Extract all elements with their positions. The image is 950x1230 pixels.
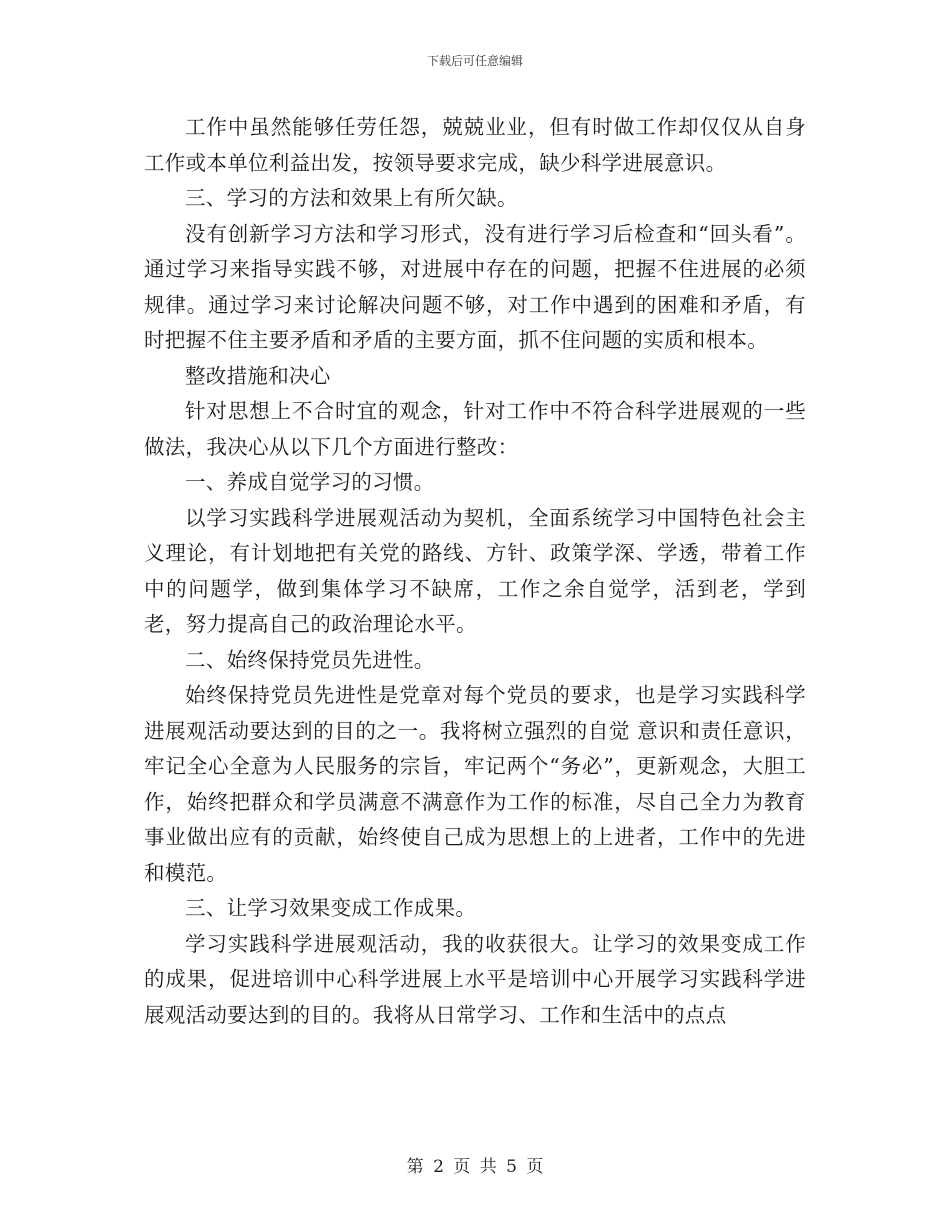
paragraph-1: 工作中虽然能够任劳任怨，兢兢业业，但有时做工作却仅仅从自身工作或本单位利益出发，按领导要求完成，缺少科学进展意识。	[144, 115, 806, 175]
page-number: 第 2 页 共 5 页	[406, 1157, 544, 1177]
document-body	[144, 110, 806, 1033]
section-heading-3: 三、学习的方法和效果上有所欠缺。	[185, 186, 518, 210]
section-heading-1: 一、养成自觉学习的习惯。	[185, 470, 435, 494]
paragraph-3: 针对思想上不合时宜的观念，针对工作中不符合科学进展观的一些做法，我决心从以下几个方面进行整改：	[144, 399, 806, 459]
section-title-rectification: 整改措施和决心	[185, 363, 331, 388]
page-header: 下载后可任意编辑	[426, 54, 523, 68]
section-heading-3b: 三、让学习效果变成工作成果。	[185, 896, 477, 920]
section-heading-2: 二、始终保持党员先进性。	[185, 647, 435, 672]
paragraph-2: 没有创新学习方法和学习形式，没有进行学习后检查和“回头看”。通过学习来指导实践不够，对进展中存在的问题，把握不住进展的必须规律。通过学习来讨论解决问题不够，对工作中遇到的困难和矛盾，有时把握不住主要矛盾和矛盾的主要方面，抓不住问题的实质和根本。	[144, 221, 806, 352]
paragraph-6: 学习实践科学进展观活动，我的收获很大。让学习的效果变成工作的成果，促进培训中心科学进展上水平是培训中心开展学习实践科学进展观活动要达到的目的。我将从日常学习、工作和生活中的点点	[144, 931, 806, 1027]
paragraph-4: 以学习实践科学进展观活动为契机，全面系统学习中国特色社会主义理论，有计划地把有关党的路线、方针、政策学深、学透，带着工作中的问题学，做到集体学习不缺席，工作之余自觉学，活到老，学到老，努力提高自己的政治理论水平。	[144, 505, 806, 636]
paragraph-5: 始终保持党员先进性是党章对每个党员的要求，也是学习实践科学进展观活动要达到的目的之一。我将树立强烈的自觉 意识和责任意识，牢记全心全意为人民服务的宗旨，牢记两个“务必”，更新观念，大胆工作，始终把群众和学员满意不满意作为工作的标准，尽自己全力为教育事业做出应有的贡献，始终使自己成为思想上的上进者，工作中的先进和模范。	[144, 683, 806, 885]
